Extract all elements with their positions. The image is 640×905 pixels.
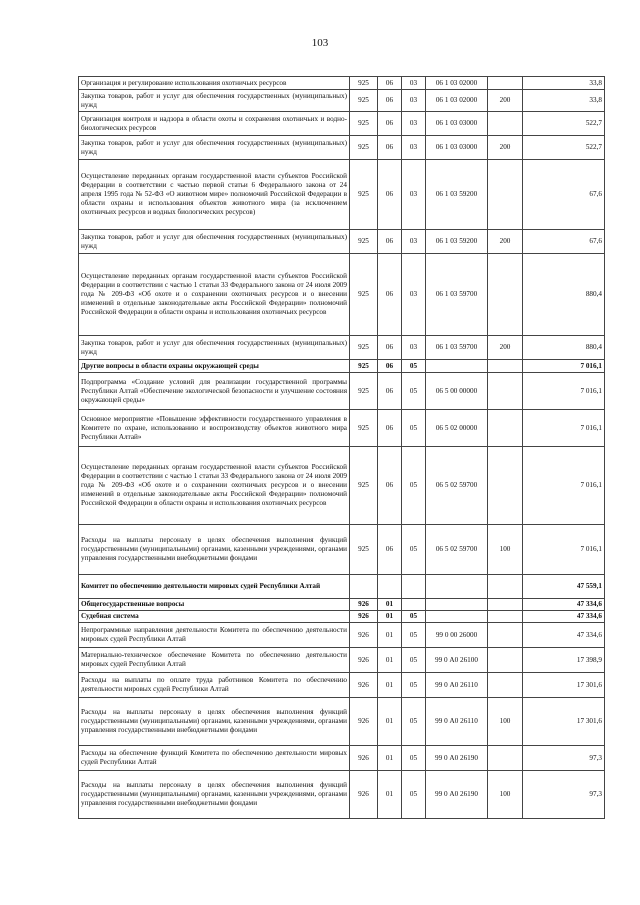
table-row: [79, 771, 605, 819]
department-code-cell: 925: [350, 360, 378, 373]
target-item-code-cell: 99 0 00 26000: [426, 623, 488, 648]
table-row: [79, 112, 605, 136]
expense-type-code-cell: [488, 410, 523, 447]
subsection-code-cell: 03: [402, 336, 426, 360]
expense-type-code-cell: [488, 254, 523, 336]
subsection-code-cell: 05: [402, 525, 426, 575]
department-code-cell: 926: [350, 599, 378, 611]
target-item-code-cell: 06 1 03 02000: [426, 90, 488, 112]
row-name-cell: Судебная система: [79, 611, 350, 623]
expense-type-code-cell: 200: [488, 136, 523, 160]
expense-type-code-cell: 100: [488, 698, 523, 746]
amount-cell: 880,4: [523, 254, 605, 336]
section-code-cell: 06: [378, 90, 402, 112]
row-name-cell: Осуществление переданных органам государственной власти субъектов Российской Федерации в соответствии с частью 1 статьи 33 Федерального закона от 24 июля 2009 года № 209-ФЗ «Об охоте и о сохранении охотничьих ресурсов и о внесении изменений в отдельные законодательные акты Российской Федерации» полномочий Российской Федерации в области охраны и использования охотничьих ресурсов: [79, 447, 350, 525]
amount-cell: 17 301,6: [523, 673, 605, 698]
amount-cell: 47 559,1: [523, 575, 605, 599]
table-row: [79, 447, 605, 525]
subsection-code-cell: 05: [402, 447, 426, 525]
expense-type-code-cell: 100: [488, 525, 523, 575]
subsection-code-cell: 05: [402, 623, 426, 648]
amount-cell: 7 016,1: [523, 360, 605, 373]
subsection-code-cell: 05: [402, 611, 426, 623]
department-code-cell: 925: [350, 230, 378, 254]
department-code-cell: 925: [350, 525, 378, 575]
amount-cell: 522,7: [523, 112, 605, 136]
target-item-code-cell: 06 1 03 02000: [426, 77, 488, 90]
target-item-code-cell: 99 0 А0 26190: [426, 771, 488, 819]
target-item-code-cell: 06 5 02 59700: [426, 447, 488, 525]
section-code-cell: 01: [378, 623, 402, 648]
target-item-code-cell: 99 0 А0 26110: [426, 698, 488, 746]
table-row: [79, 623, 605, 648]
target-item-code-cell: 06 1 03 03000: [426, 112, 488, 136]
expense-type-code-cell: 200: [488, 90, 523, 112]
table-row: [79, 90, 605, 112]
amount-cell: 33,8: [523, 77, 605, 90]
amount-cell: 47 334,6: [523, 599, 605, 611]
target-item-code-cell: 06 1 03 59200: [426, 230, 488, 254]
department-code-cell: 926: [350, 648, 378, 673]
department-code-cell: 926: [350, 746, 378, 771]
table-row: [79, 230, 605, 254]
table-row: [79, 673, 605, 698]
section-code-cell: 06: [378, 254, 402, 336]
table-row: [79, 254, 605, 336]
section-code-cell: 01: [378, 673, 402, 698]
section-code-cell: 01: [378, 771, 402, 819]
department-code-cell: 926: [350, 698, 378, 746]
subsection-code-cell: 03: [402, 254, 426, 336]
expense-type-code-cell: [488, 673, 523, 698]
row-name-cell: Комитет по обеспечению деятельности мировых судей Республики Алтай: [79, 575, 350, 599]
subsection-code-cell: [402, 599, 426, 611]
subsection-code-cell: 03: [402, 230, 426, 254]
amount-cell: 7 016,1: [523, 525, 605, 575]
section-code-cell: 01: [378, 611, 402, 623]
expense-type-code-cell: [488, 77, 523, 90]
amount-cell: 97,3: [523, 746, 605, 771]
amount-cell: 880,4: [523, 336, 605, 360]
department-code-cell: 926: [350, 611, 378, 623]
section-code-cell: 06: [378, 136, 402, 160]
subsection-code-cell: 03: [402, 160, 426, 230]
row-name-cell: Расходы на выплаты персоналу в целях обеспечения выполнения функций государственными (муниципальными) органами, казенными учреждениями, органами управления государственными внебюджетными фондами: [79, 771, 350, 819]
table-row: [79, 575, 605, 599]
row-name-cell: Основное мероприятие «Повышение эффективности государственного управления в Комитете по охране, использованию и воспроизводству объектов животного мира Республики Алтай»: [79, 410, 350, 447]
target-item-code-cell: [426, 360, 488, 373]
subsection-code-cell: 05: [402, 360, 426, 373]
expense-type-code-cell: [488, 648, 523, 673]
table-row: [79, 746, 605, 771]
department-code-cell: 925: [350, 373, 378, 410]
table-row: [79, 410, 605, 447]
subsection-code-cell: 05: [402, 771, 426, 819]
section-code-cell: 06: [378, 373, 402, 410]
department-code-cell: 925: [350, 112, 378, 136]
department-code-cell: 925: [350, 447, 378, 525]
target-item-code-cell: 06 1 03 59700: [426, 254, 488, 336]
row-name-cell: Общегосударственные вопросы: [79, 599, 350, 611]
section-code-cell: 06: [378, 336, 402, 360]
row-name-cell: Организация контроля и надзора в области охоты и сохранения охотничьих и водно-биологических ресурсов: [79, 112, 350, 136]
page-number: 103: [311, 37, 329, 49]
department-code-cell: 925: [350, 90, 378, 112]
section-code-cell: 01: [378, 698, 402, 746]
subsection-code-cell: 05: [402, 698, 426, 746]
expense-type-code-cell: 200: [488, 336, 523, 360]
section-code-cell: [378, 575, 402, 599]
subsection-code-cell: 05: [402, 673, 426, 698]
row-name-cell: Непрограммные направления деятельности Комитета по обеспечению деятельности мировых судей Республики Алтай: [79, 623, 350, 648]
expense-type-code-cell: [488, 599, 523, 611]
amount-cell: 97,3: [523, 771, 605, 819]
department-code-cell: 926: [350, 771, 378, 819]
table-row: [79, 336, 605, 360]
target-item-code-cell: 99 0 А0 26110: [426, 673, 488, 698]
subsection-code-cell: 03: [402, 112, 426, 136]
expense-type-code-cell: [488, 373, 523, 410]
subsection-code-cell: 03: [402, 90, 426, 112]
target-item-code-cell: 99 0 А0 26100: [426, 648, 488, 673]
target-item-code-cell: 06 1 03 59200: [426, 160, 488, 230]
department-code-cell: 925: [350, 77, 378, 90]
table-row: [79, 160, 605, 230]
section-code-cell: 06: [378, 77, 402, 90]
subsection-code-cell: 05: [402, 746, 426, 771]
expense-type-code-cell: [488, 611, 523, 623]
table-row: [79, 360, 605, 373]
department-code-cell: 925: [350, 410, 378, 447]
section-code-cell: 06: [378, 360, 402, 373]
row-name-cell: Осуществление переданных органам государственной власти субъектов Российской Федерации в соответствии с частью первой статьи 6 Федерального закона от 24 апреля 1995 года № 52-ФЗ «О животном мире» полномочий Российской Федерации в области охраны и использования объектов животного мира (за исключением охотничьих ресурсов и водных биологических ресурсов): [79, 160, 350, 230]
table-row: [79, 648, 605, 673]
target-item-code-cell: [426, 575, 488, 599]
section-code-cell: 06: [378, 525, 402, 575]
subsection-code-cell: 05: [402, 410, 426, 447]
expense-type-code-cell: [488, 623, 523, 648]
row-name-cell: Расходы на выплаты по оплате труда работников Комитета по обеспечению деятельности мировых судей Республики Алтай: [79, 673, 350, 698]
department-code-cell: [350, 575, 378, 599]
row-name-cell: Осуществление переданных органам государственной власти субъектов Российской Федерации в соответствии с частью 1 статьи 33 Федерального закона от 24 июля 2009 года № 209-ФЗ «Об охоте и о сохранении охотничьих ресурсов и о внесении изменений в отдельные законодательные акты Российской Федерации» полномочий Российской Федерации в области охраны и использования охотничьих ресурсов: [79, 254, 350, 336]
target-item-code-cell: 06 5 02 59700: [426, 525, 488, 575]
section-code-cell: 06: [378, 410, 402, 447]
subsection-code-cell: 05: [402, 373, 426, 410]
table-row: [79, 525, 605, 575]
expense-type-code-cell: [488, 447, 523, 525]
amount-cell: 7 016,1: [523, 373, 605, 410]
row-name-cell: Закупка товаров, работ и услуг для обеспечения государственных (муниципальных) нужд: [79, 230, 350, 254]
section-code-cell: 06: [378, 447, 402, 525]
table-row: [79, 599, 605, 611]
table-row: [79, 373, 605, 410]
amount-cell: 67,6: [523, 230, 605, 254]
amount-cell: 522,7: [523, 136, 605, 160]
subsection-code-cell: 05: [402, 648, 426, 673]
row-name-cell: Закупка товаров, работ и услуг для обеспечения государственных (муниципальных) нужд: [79, 136, 350, 160]
row-name-cell: Организация и регулирование использования охотничьих ресурсов: [79, 77, 350, 90]
section-code-cell: 01: [378, 746, 402, 771]
department-code-cell: 926: [350, 623, 378, 648]
target-item-code-cell: 06 5 00 00000: [426, 373, 488, 410]
target-item-code-cell: 99 0 А0 26190: [426, 746, 488, 771]
table-body: [79, 77, 605, 819]
expense-type-code-cell: 200: [488, 230, 523, 254]
target-item-code-cell: 06 1 03 03000: [426, 136, 488, 160]
department-code-cell: 925: [350, 160, 378, 230]
expense-type-code-cell: [488, 746, 523, 771]
expense-type-code-cell: 100: [488, 771, 523, 819]
target-item-code-cell: [426, 599, 488, 611]
table-row: [79, 136, 605, 160]
department-code-cell: 926: [350, 673, 378, 698]
expense-type-code-cell: [488, 112, 523, 136]
row-name-cell: Расходы на выплаты персоналу в целях обеспечения выполнения функций государственными (муниципальными) органами, казенными учреждениями, органами управления государственными внебюджетными фондами: [79, 698, 350, 746]
subsection-code-cell: 03: [402, 77, 426, 90]
expense-type-code-cell: [488, 360, 523, 373]
amount-cell: 47 334,6: [523, 623, 605, 648]
table-row: [79, 77, 605, 90]
row-name-cell: Расходы на обеспечение функций Комитета по обеспечению деятельности мировых судей Республики Алтай: [79, 746, 350, 771]
amount-cell: 17 398,9: [523, 648, 605, 673]
subsection-code-cell: 03: [402, 136, 426, 160]
subsection-code-cell: [402, 575, 426, 599]
expense-type-code-cell: [488, 160, 523, 230]
section-code-cell: 06: [378, 112, 402, 136]
department-code-cell: 925: [350, 254, 378, 336]
row-name-cell: Закупка товаров, работ и услуг для обеспечения государственных (муниципальных) нужд: [79, 336, 350, 360]
row-name-cell: Подпрограмма «Создание условий для реализации государственной программы Республики Алтай «Обеспечение экологической безопасности и улучшение состояния окружающей среды»: [79, 373, 350, 410]
amount-cell: 33,8: [523, 90, 605, 112]
section-code-cell: 01: [378, 648, 402, 673]
row-name-cell: Другие вопросы в области охраны окружающей среды: [79, 360, 350, 373]
expense-type-code-cell: [488, 575, 523, 599]
target-item-code-cell: [426, 611, 488, 623]
department-code-cell: 925: [350, 136, 378, 160]
department-code-cell: 925: [350, 336, 378, 360]
target-item-code-cell: 06 1 03 59700: [426, 336, 488, 360]
amount-cell: 67,6: [523, 160, 605, 230]
section-code-cell: 01: [378, 599, 402, 611]
section-code-cell: 06: [378, 160, 402, 230]
row-name-cell: Закупка товаров, работ и услуг для обеспечения государственных (муниципальных) нужд: [79, 90, 350, 112]
amount-cell: 7 016,1: [523, 410, 605, 447]
row-name-cell: Материально-техническое обеспечение Комитета по обеспечению деятельности мировых судей Республики Алтай: [79, 648, 350, 673]
target-item-code-cell: 06 5 02 00000: [426, 410, 488, 447]
amount-cell: 47 334,6: [523, 611, 605, 623]
table-row: [79, 611, 605, 623]
table-row: [79, 698, 605, 746]
row-name-cell: Расходы на выплаты персоналу в целях обеспечения выполнения функций государственными (муниципальными) органами, казенными учреждениями, органами управления государственными внебюджетными фондами: [79, 525, 350, 575]
section-code-cell: 06: [378, 230, 402, 254]
amount-cell: 7 016,1: [523, 447, 605, 525]
budget-table: [78, 76, 605, 819]
amount-cell: 17 301,6: [523, 698, 605, 746]
